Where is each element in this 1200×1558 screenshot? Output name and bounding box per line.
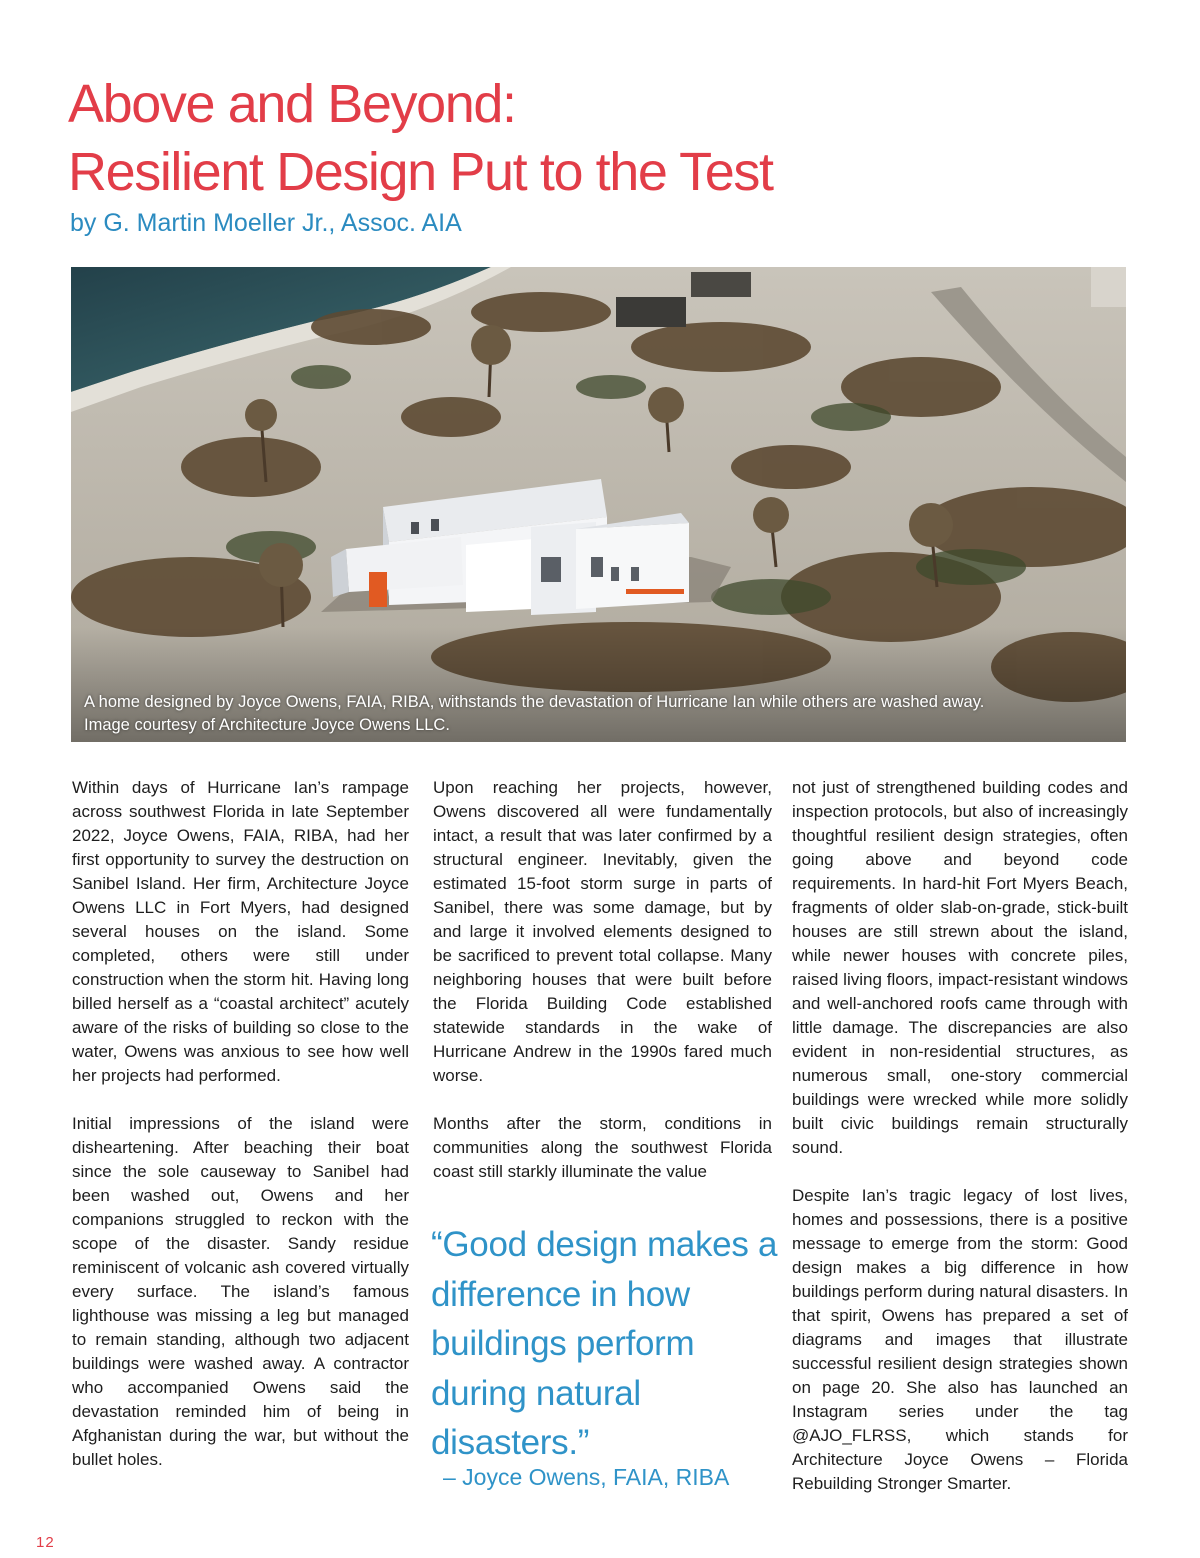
page-number: 12 <box>36 1534 55 1551</box>
aerial-photo-illustration <box>71 267 1126 742</box>
body-paragraph: Months after the storm, conditions in communities along the southwest Florida coast still starkly illuminate the value <box>433 1114 772 1181</box>
article-title <box>68 70 1128 206</box>
title-line-1: Above and Beyond: <box>68 74 516 134</box>
pull-quote-attribution: – Joyce Owens, FAIA, RIBA <box>443 1464 730 1490</box>
body-paragraph: Upon reaching her projects, however, Owens discovered all were fundamentally intact, a result that was later confirmed by a structural engineer. Inevitably, given the estimated 15-foot storm surge in parts of Sanibel, there was some damage, but by and large it involved elements designed to be sacrificed to prevent total collapse. Many neighboring houses that were built before the Florida Building Code established statewide standards in the wake of Hurricane Andrew in the 1990s fared much worse. <box>433 778 772 1085</box>
body-paragraph: Despite Ian’s tragic legacy of lost lives, homes and possessions, there is a positive message to emerge from the storm: Good design makes a big difference in how buildings perform during natural disasters. In that spirit, Owens has prepared a set of diagrams and images that illustrate successful resilient design strategies shown on page 20. She also has launched an Instagram series under the tag @AJO_FLRSS, which stands for Architecture Joyce Owens – Florida Rebuilding Stronger Smarter. <box>792 1186 1128 1493</box>
body-paragraph: Within days of Hurricane Ian’s rampage across southwest Florida in late September 2022, Joyce Owens, FAIA, RIBA, had her first opportunity to survey the destruction on Sanibel Island. Her firm, Architecture Joyce Owens LLC in Fort Myers, had designed several houses on the island. Some completed, others were still under construction when the storm hit. Having long billed herself as a “coastal architect” acutely aware of the risks of building so close to the water, Owens was anxious to see how well her projects had performed. <box>72 778 409 1085</box>
body-column-3 <box>792 776 1128 1520</box>
body-paragraph: not just of strengthened building codes and inspection protocols, but also of increasingly thoughtful resilient design strategies, often going above and beyond code requirements. In hard-hit Fort Myers Beach, fragments of older slab-on-grade, stick-built houses are still strewn about the island, while newer houses with concrete piles, raised living floors, impact-resistant windows and well-anchored roofs came through with little damage. The discrepancies are also evident in non-residential structures, as numerous small, one-story commercial buildings were wrecked while more solidly built civic buildings remain structurally sound. <box>792 778 1128 1157</box>
body-paragraph: Initial impressions of the island were disheartening. After beaching their boat since the sole causeway to Sanibel had been washed out, Owens and her companions struggled to reckon with the scope of the disaster. Sandy residue reminiscent of volcanic ash covered virtually every surface. The island’s famous lighthouse was missing a leg but managed to remain standing, although two adjacent buildings were washed away. A contractor who accompanied Owens said the devastation reminded him of being in Afghanistan during the war, but without the bullet holes. <box>72 1114 409 1469</box>
pull-quote: “Good design makes a difference in how buildings perform during natural disasters.” <box>431 1225 778 1462</box>
body-column-1 <box>72 776 409 1496</box>
caption-line-1: A home designed by Joyce Owens, FAIA, RIBA, withstands the devastation of Hurricane Ian while others are washed away. <box>84 693 985 711</box>
body-column-2 <box>433 776 772 1208</box>
title-line-2: Resilient Design Put to the Test <box>68 142 773 202</box>
photo-caption <box>84 691 1114 737</box>
caption-line-2: Image courtesy of Architecture Joyce Owens LLC. <box>84 716 450 734</box>
hero-photo <box>71 267 1126 742</box>
byline: by G. Martin Moeller Jr., Assoc. AIA <box>70 209 462 237</box>
